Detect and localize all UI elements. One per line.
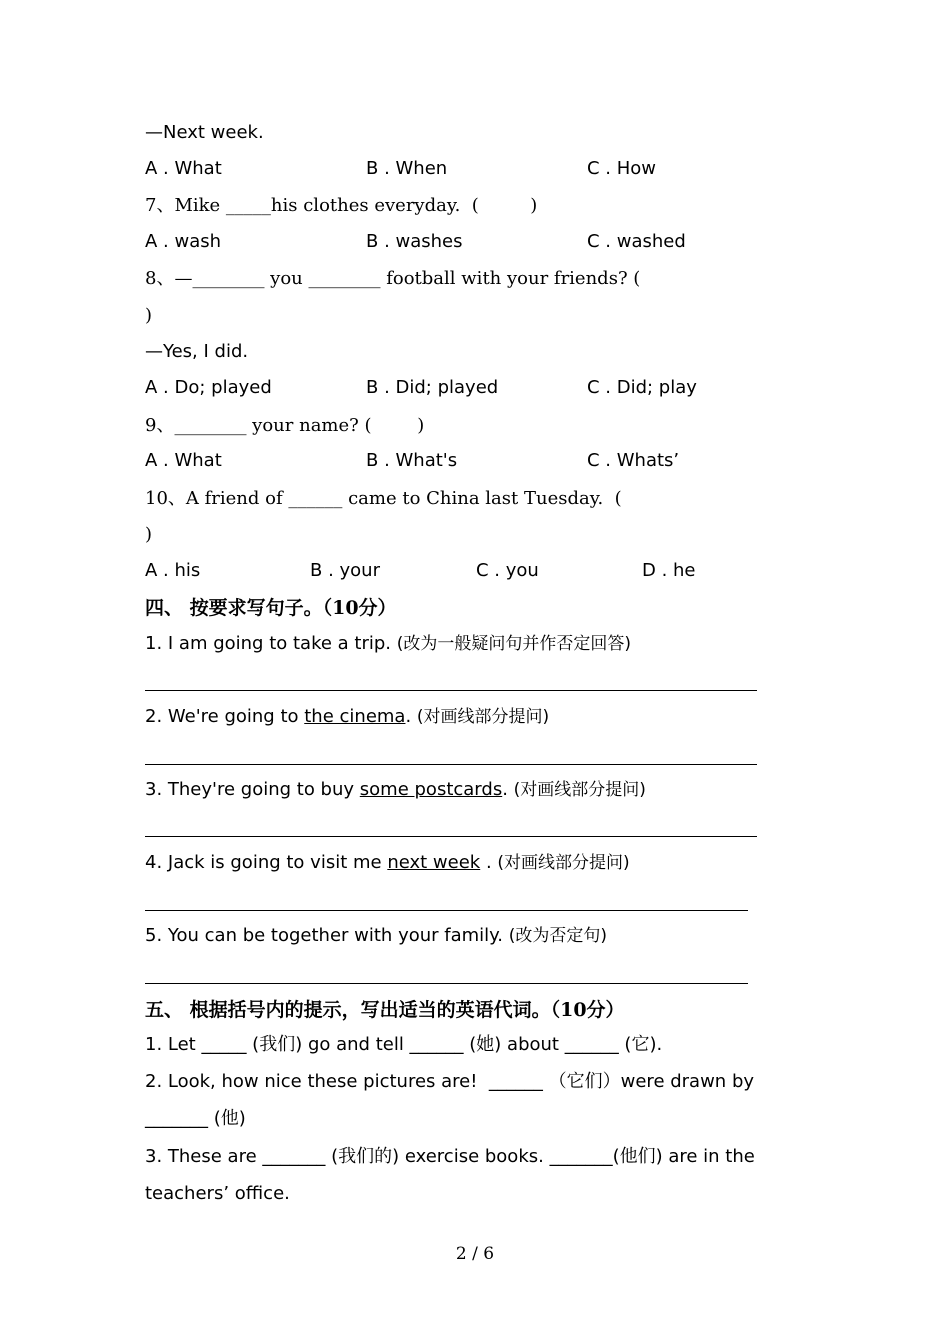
answer-line-5[interactable] [145, 983, 748, 984]
q10-paren-close: ) [145, 524, 153, 545]
item-text: 5. You can be together with your family. [145, 925, 509, 946]
q9-option-a: A . What [145, 450, 222, 471]
item-instruction: (改为一般疑问句并作否定回答) [396, 634, 632, 654]
part5-line-3-cont: teachers’ office. [145, 1183, 290, 1204]
part4-item-1 [145, 633, 631, 655]
q6-option-a: A . What [145, 158, 222, 179]
underlined-phrase: some postcards [359, 779, 503, 800]
answer-line-1[interactable] [145, 690, 757, 691]
q8-paren-close: ) [145, 305, 153, 326]
q6-option-b: B . When [366, 158, 448, 179]
part5-line-3: 3. These are _______ (我们的) exercise books. _______(他们) are in the [145, 1146, 755, 1167]
q8-answer: —Yes, I did. [145, 341, 249, 362]
item-text-end: . [502, 779, 514, 800]
q8-option-b: B . Did; played [366, 377, 499, 398]
q7-option-a: A . wash [145, 231, 222, 252]
q6-option-c: C . How [587, 158, 657, 179]
q10-option-b: B . your [310, 560, 380, 581]
part5-line-1: 1. Let _____ (我们) go and tell ______ (她) about ______ (它). [145, 1034, 663, 1055]
part5-line-2: 2. Look, how nice these pictures are! ______ （它们）were drawn by [145, 1071, 755, 1092]
answer-line-4[interactable] [145, 910, 748, 911]
item-text: 2. We're going to [145, 706, 305, 727]
answer-line-2[interactable] [145, 764, 757, 765]
item-text-end: . [480, 852, 498, 873]
item-instruction: (对画线部分提问) [513, 780, 646, 800]
q8-option-a: A . Do; played [145, 377, 272, 398]
underlined-phrase: the cinema [304, 706, 406, 727]
q10-option-d: D . he [642, 560, 696, 581]
part4-item-5 [145, 925, 607, 947]
item-text: 3. They're going to buy [145, 779, 360, 800]
part5-line-2-cont: _______ (他) [145, 1108, 246, 1129]
part4-item-4 [145, 852, 630, 874]
item-instruction: (对画线部分提问) [497, 853, 630, 873]
q10-option-c: C . you [476, 560, 539, 581]
q8-stem: 8、—________ you ________ football with your friends? ( [145, 268, 641, 289]
item-instruction: (改为否定句) [508, 926, 607, 946]
q10-option-a: A . his [145, 560, 201, 581]
q7-stem: 7、Mike _____his clothes everyday. ( ) [145, 195, 538, 216]
item-text-end: . [405, 706, 417, 727]
section-4-title: 四、 按要求写句子。（10分） [145, 597, 397, 619]
item-instruction: (对画线部分提问) [416, 707, 550, 727]
q6-answer: —Next week. [145, 122, 264, 143]
section-5-title: 五、 根据括号内的提示，写出适当的英语代词。（10分） [145, 999, 625, 1021]
q10-stem: 10、A friend of ______ came to China last Tuesday. ( [145, 488, 622, 509]
page-number: 2 / 6 [455, 1244, 495, 1264]
answer-line-3[interactable] [145, 836, 757, 837]
underlined-phrase: next week [387, 852, 481, 873]
part4-item-2 [145, 706, 549, 728]
part4-item-3 [145, 779, 646, 801]
q9-option-c: C . Whats’ [587, 450, 680, 471]
item-text: 1. I am going to take a trip. [145, 633, 397, 654]
q8-option-c: C . Did; play [587, 377, 697, 398]
q9-stem: 9、________ your name? ( ) [145, 415, 425, 436]
q7-option-c: C . washed [587, 231, 686, 252]
item-text: 4. Jack is going to visit me [145, 852, 388, 873]
q9-option-b: B . What's [366, 450, 458, 471]
q7-option-b: B . washes [366, 231, 463, 252]
